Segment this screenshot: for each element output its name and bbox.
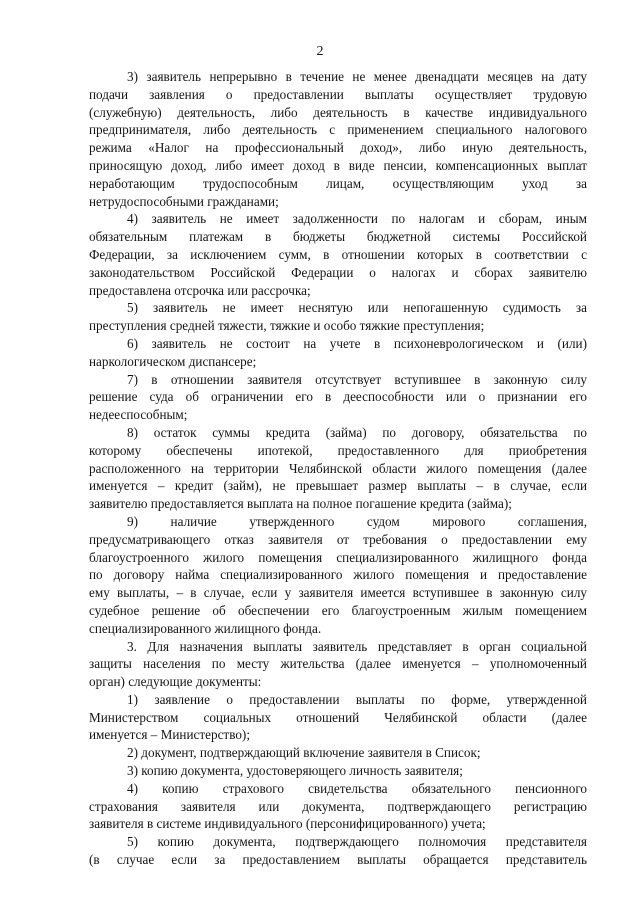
- text-line: орган) следующие документы:: [89, 674, 262, 690]
- text-line: недееспособным;: [89, 407, 188, 423]
- text-line: (служебную) деятельность, либо деятельность в качестве индивидуального: [89, 104, 587, 120]
- text-line: решение суда об ограничении его в дееспособности или о признании его: [89, 389, 587, 405]
- text-line: 5) копию документа, подтверждающего полномочия представителя: [127, 834, 587, 850]
- text-line: нетрудоспособными гражданами;: [89, 193, 279, 209]
- text-line: законодательством Российской Федерации о налогах и сборах заявителю: [89, 264, 587, 280]
- text-line: наркологическом диспансере;: [89, 353, 257, 369]
- text-line: которому обеспечены ипотекой, предоставленного для приобретения: [89, 442, 587, 458]
- text-line: 4) копию страхового свидетельства обязательного пенсионного: [127, 780, 587, 796]
- text-line: подачи заявления о предоставлении выплаты осуществляет трудовую: [89, 86, 587, 102]
- text-line: предоставлена отсрочка или рассрочка;: [89, 282, 311, 298]
- text-line: предпринимателя, либо деятельность с применением специального налогового: [89, 122, 587, 138]
- text-line: 5) заявитель не имеет неснятую или непогашенную судимость за: [127, 300, 587, 316]
- text-line: 3. Для назначения выплаты заявитель представляет в орган социальной: [127, 638, 587, 654]
- text-line: расположенного на территории Челябинской области жилого помещения (далее: [89, 460, 587, 476]
- page-number: 2: [316, 44, 324, 59]
- text-line: неработающим трудоспособным лицам, осуществляющим уход за: [89, 175, 587, 191]
- text-line: защиты населения по месту жительства (далее именуется – уполномоченный: [89, 656, 587, 672]
- text-line: благоустроенного жилого помещения специализированного жилищного фонда: [89, 549, 587, 565]
- text-line: приносящую доход, либо имеет доход в виде пенсии, компенсационных выплат: [89, 157, 587, 173]
- text-line: Министерством социальных отношений Челябинской области (далее: [89, 709, 587, 725]
- text-line: 1) заявление о предоставлении выплаты по форме, утвержденной: [127, 691, 587, 707]
- text-line: предусматривающего отказ заявителя от требования о предоставлении ему: [89, 531, 587, 547]
- text-line: специализированного жилищного фонда.: [89, 620, 322, 636]
- text-line: именуется – Министерство);: [89, 727, 250, 743]
- text-line: 3) копию документа, удостоверяющего личность заявителя;: [127, 763, 463, 779]
- text-line: обязательным платежам в бюджеты бюджетной системы Российской: [89, 229, 587, 245]
- text-line: 8) остаток суммы кредита (займа) по договору, обязательства по: [127, 424, 587, 440]
- text-line: Федерации, за исключением сумм, в отношении которых в соответствии с: [89, 246, 587, 262]
- text-line: режима «Налог на профессиональный доход», либо иную деятельность,: [89, 140, 587, 156]
- text-line: судебное решение об обеспечении его благоустроенным жилым помещением: [89, 602, 587, 618]
- text-line: именуется – кредит (займ), не превышает размер выплаты – в случае, если: [89, 478, 587, 494]
- text-line: по договору найма специализированного жилого помещения и предоставление: [89, 567, 587, 583]
- text-line: 3) заявитель непрерывно в течение не менее двенадцати месяцев на дату: [127, 69, 587, 84]
- text-line: преступления средней тяжести, тяжкие и особо тяжкие преступления;: [89, 318, 485, 334]
- text-line: 6) заявитель не состоит на учете в психоневрологическом и (или): [127, 335, 587, 351]
- text-line: 2) документ, подтверждающий включение заявителя в Список;: [127, 745, 481, 761]
- text-line: (в случае если за предоставлением выплаты обращается представитель: [89, 852, 587, 868]
- text-line: ему выплаты, – в случае, если у заявителя имеется вступившее в законную силу: [89, 585, 587, 601]
- text-line: 9) наличие утвержденного судом мирового соглашения,: [127, 513, 587, 529]
- document-body: [89, 68, 587, 869]
- text-line: 7) в отношении заявителя отсутствует вступившее в законную силу: [127, 371, 587, 387]
- text-line: страхования заявителя или документа, подтверждающего регистрацию: [89, 798, 587, 814]
- text-line: 4) заявитель не имеет задолженности по налогам и сборам, иным: [127, 211, 587, 227]
- text-line: заявителю предоставляется выплата на полное погашение кредита (займа);: [89, 496, 512, 512]
- text-line: заявителя в системе индивидуального (персонифицированного) учета;: [89, 816, 486, 832]
